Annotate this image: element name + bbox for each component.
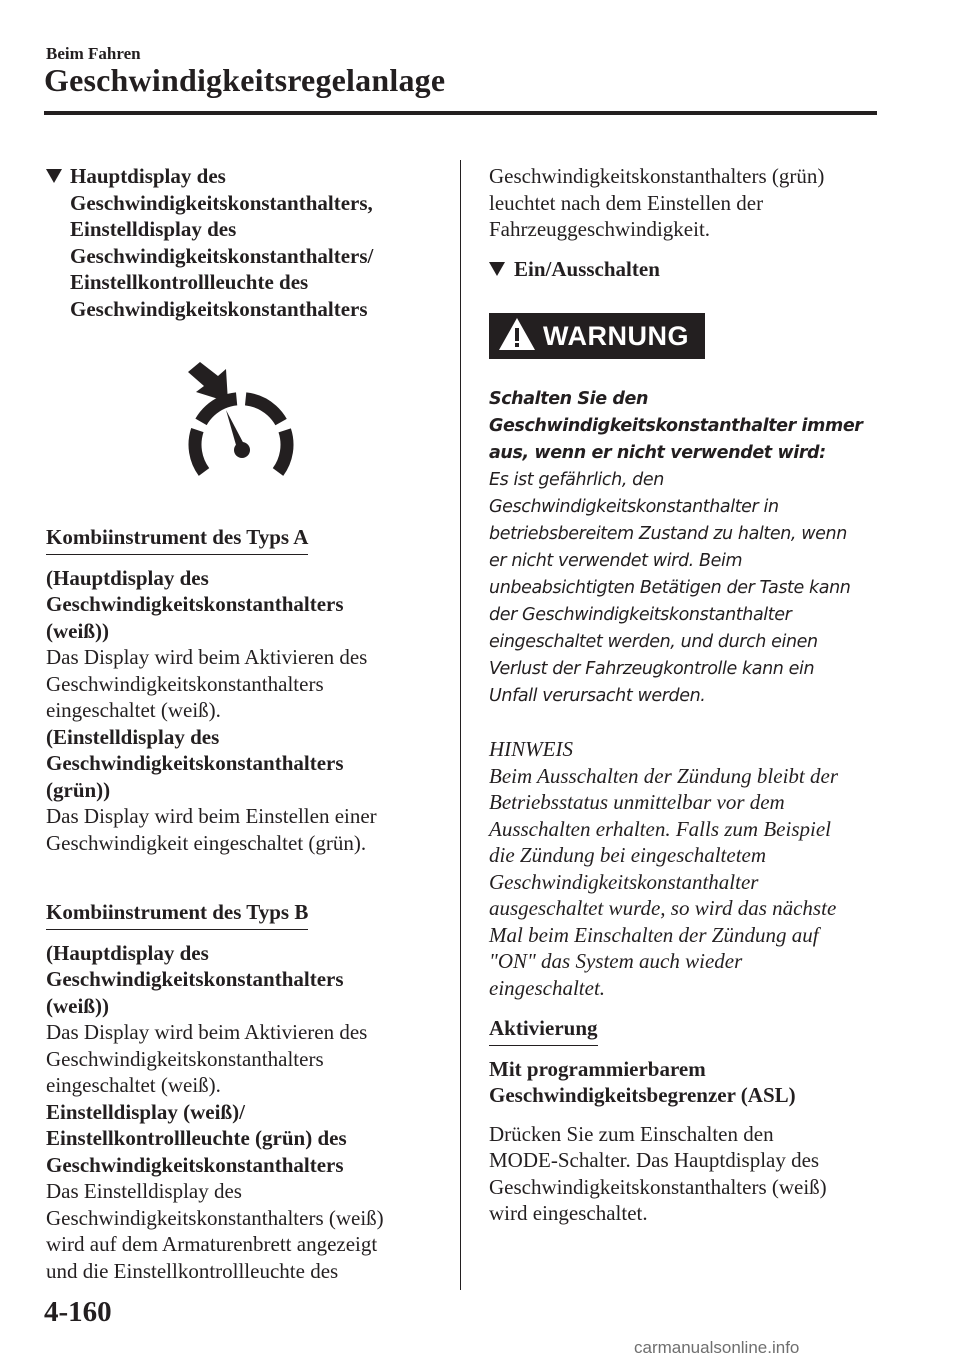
activation-body: Drücken Sie zum Einschalten den xyxy=(489,1121,774,1146)
type-a-main-head: (Hauptdisplay des xyxy=(46,565,209,590)
cruise-control-speedometer-icon xyxy=(186,362,296,482)
type-b-main-head: (Hauptdisplay des xyxy=(46,940,209,965)
onoff-heading xyxy=(489,256,889,283)
type-a-block xyxy=(46,524,446,856)
type-b-main-head: (weiß)) xyxy=(46,993,109,1018)
type-a-set-head: Geschwindigkeitskonstanthalters xyxy=(46,751,344,775)
heading-line: Geschwindigkeitskonstanthalters/ xyxy=(70,243,374,268)
continued-line: Geschwindigkeitskonstanthalters (grün) xyxy=(489,164,825,188)
warning-text xyxy=(489,386,909,710)
watermark: carmanualsonline.info xyxy=(634,1338,800,1357)
continued-line: leuchtet nach dem Einstellen der xyxy=(489,190,764,215)
type-a-main-body: Das Display wird beim Aktivieren des xyxy=(46,645,368,669)
activation-subhead: Mit programmierbarem xyxy=(489,1056,706,1081)
note-line: Betriebsstatus unmittelbar vor dem xyxy=(489,790,785,814)
note-line: Ausschalten erhalten. Falls zum Beispiel xyxy=(489,816,831,841)
type-b-main-body: Das Display wird beim Aktivieren des xyxy=(46,1020,368,1044)
warning-body-line: Verlust der Fahrzeugkontrolle kann ein xyxy=(489,659,815,679)
type-b-main-body: eingeschaltet (weiß). xyxy=(46,1073,221,1097)
type-a-set-head: (Einstelldisplay des xyxy=(46,724,220,749)
type-a-main-body: Geschwindigkeitskonstanthalters xyxy=(46,671,324,696)
heading-line: Einstelldisplay des xyxy=(70,217,237,241)
warning-triangle-icon xyxy=(497,316,537,357)
activation-title: Aktivierung xyxy=(489,1015,598,1046)
activation-subhead: Geschwindigkeitsbegrenzer (ASL) xyxy=(489,1083,796,1107)
type-b-main-body: Geschwindigkeitskonstanthalters xyxy=(46,1046,324,1071)
column-divider xyxy=(460,160,461,1290)
warning-banner xyxy=(489,313,705,359)
note-line: "ON" das System auch wieder xyxy=(489,949,743,973)
page-number: 4-160 xyxy=(44,1296,112,1328)
note-line: Mal beim Einschalten der Zündung auf xyxy=(489,922,819,947)
type-b-set-body: wird auf dem Armaturenbrett angezeigt xyxy=(46,1232,378,1256)
warning-body-line: betriebsbereitem Zustand zu halten, wenn xyxy=(489,524,847,544)
warning-body-line: er nicht verwendet wird. Beim xyxy=(489,551,743,571)
type-b-set-body: Geschwindigkeitskonstanthalters (weiß) xyxy=(46,1205,384,1230)
header-rule xyxy=(44,111,877,115)
note-line: Beim Ausschalten der Zündung bleibt der xyxy=(489,763,838,788)
warning-label: WARNUNG xyxy=(543,320,689,351)
type-a-main-body: eingeschaltet (weiß). xyxy=(46,698,221,722)
type-b-main-head: Geschwindigkeitskonstanthalters xyxy=(46,967,344,991)
heading-line: Einstellkontrollleuchte des xyxy=(70,270,309,294)
type-b-title: Kombiinstrument des Typs B xyxy=(46,899,308,930)
type-a-main-head: (weiß)) xyxy=(46,618,109,643)
note-line: die Zündung bei eingeschaltetem xyxy=(489,843,767,867)
triangle-bullet-icon xyxy=(46,169,62,183)
type-a-title: Kombiinstrument des Typs A xyxy=(46,524,308,555)
triangle-bullet-icon xyxy=(489,262,505,276)
activation-body: wird eingeschaltet. xyxy=(489,1201,648,1225)
heading-line: Geschwindigkeitskonstanthalters xyxy=(70,296,368,321)
warning-body-line: eingeschaltet werden, und durch einen xyxy=(489,632,818,652)
section-label: Beim Fahren xyxy=(46,44,141,63)
display-heading xyxy=(46,163,446,322)
note-line: Geschwindigkeitskonstanthalter xyxy=(489,869,759,894)
type-b-set-head: Einstellkontrollleuchte (grün) des xyxy=(46,1126,347,1150)
type-a-set-body: Das Display wird beim Einstellen einer xyxy=(46,804,377,828)
type-a-set-body: Geschwindigkeit eingeschaltet (grün). xyxy=(46,830,367,855)
warning-body-line: Geschwindigkeitskonstanthalter in xyxy=(489,497,779,517)
activation-body: Geschwindigkeitskonstanthalters (weiß) xyxy=(489,1174,827,1199)
warning-bold-line: Schalten Sie den xyxy=(489,389,649,409)
type-b-set-body: Das Einstelldisplay des xyxy=(46,1179,242,1203)
activation-block xyxy=(489,1015,899,1227)
warning-bold-line: Geschwindigkeitskonstanthalter immer xyxy=(489,416,863,436)
warning-body-line: unbeabsichtigten Betätigen der Taste kann xyxy=(489,578,851,598)
onoff-heading-text: Ein/Ausschalten xyxy=(514,257,660,281)
type-a-main-head: Geschwindigkeitskonstanthalters xyxy=(46,592,344,616)
chapter-title: Geschwindigkeitsregelanlage xyxy=(44,62,446,98)
continued-line: Fahrzeuggeschwindigkeit. xyxy=(489,217,711,241)
note-line: ausgeschaltet wurde, so wird das nächste xyxy=(489,896,837,920)
left-column xyxy=(46,163,446,322)
type-b-set-head: Einstelldisplay (weiß)/ xyxy=(46,1099,245,1124)
note-block xyxy=(489,736,899,1001)
warning-body-line: Unfall verursacht werden. xyxy=(489,686,706,706)
warning-body-line: Es ist gefährlich, den xyxy=(489,470,664,490)
type-b-set-head: Geschwindigkeitskonstanthalters xyxy=(46,1152,344,1177)
note-line: eingeschaltet. xyxy=(489,975,606,1000)
type-a-set-head: (grün)) xyxy=(46,777,111,802)
type-b-block xyxy=(46,899,446,1284)
type-b-set-body: und die Einstellkontrollleuchte des xyxy=(46,1258,339,1283)
activation-body: MODE-Schalter. Das Hauptdisplay des xyxy=(489,1148,820,1172)
note-title: HINWEIS xyxy=(489,737,573,761)
heading-line: Geschwindigkeitskonstanthalters, xyxy=(70,190,373,215)
heading-line: Hauptdisplay des xyxy=(70,164,226,188)
right-continued xyxy=(489,163,889,243)
warning-body-line: der Geschwindigkeitskonstanthalter xyxy=(489,605,792,625)
warning-bold-line: aus, wenn er nicht verwendet wird: xyxy=(489,443,826,463)
